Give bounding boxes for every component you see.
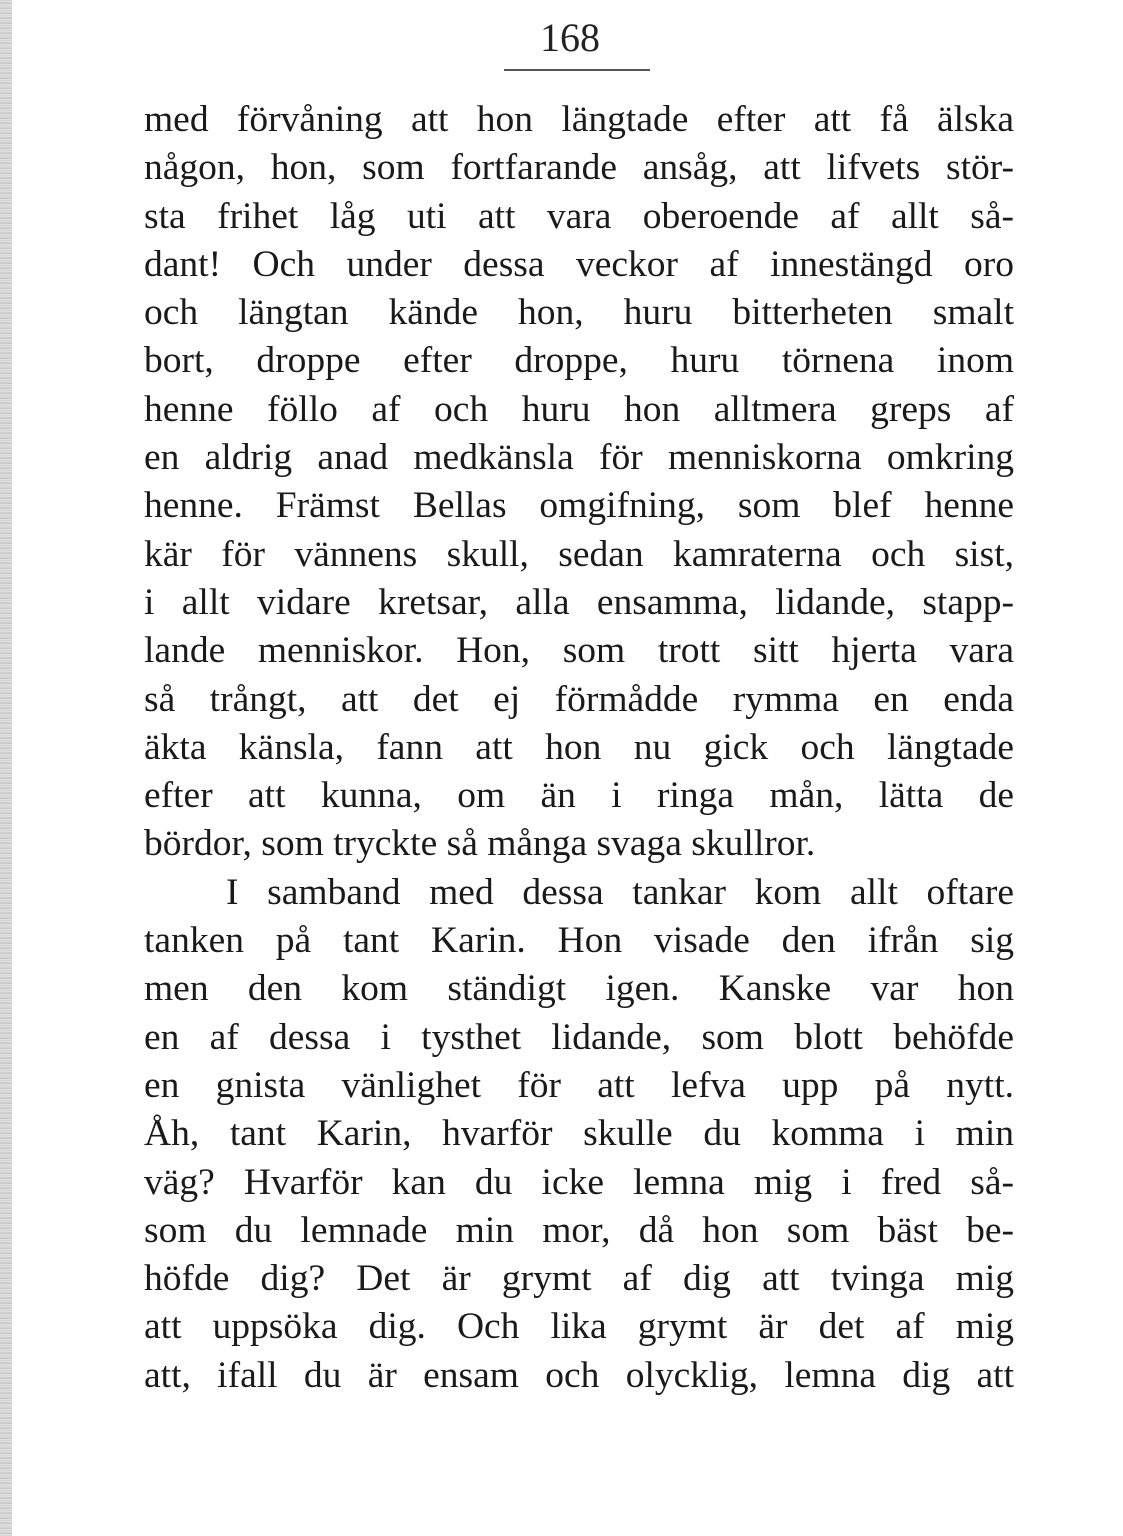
text-line: bort, droppe efter droppe, huru törnena inom	[144, 340, 1014, 382]
text-line: henne. Främst Bellas omgifning, som blef henne	[144, 485, 1014, 527]
text-line: äkta känsla, fann att hon nu gick och längtade	[144, 726, 1014, 768]
text-line: tanken på tant Karin. Hon visade den ifrån sig	[144, 920, 1014, 962]
text-line: höfde dig? Det är grymt af dig att tvinga mig	[144, 1258, 1014, 1300]
text-line: med förvåning att hon längtade efter att få älska	[144, 99, 1014, 140]
text-line: och längtan kände hon, huru bitterheten smalt	[144, 292, 1014, 334]
text-line-paragraph-start: I samband med dessa tankar kom allt oftare	[226, 871, 1014, 913]
text-line: en gnista vänlighet för att lefva upp på nytt.	[144, 1064, 1014, 1106]
text-line: efter att kunna, om än i ringa mån, lätta de	[144, 775, 1014, 817]
body-text	[144, 96, 1014, 1400]
page-number: 168	[540, 15, 600, 60]
text-line: Åh, tant Karin, hvarför skulle du komma i min	[144, 1113, 1014, 1155]
page-edge-scan-artifact	[0, 0, 12, 1536]
text-line: kär för vännens skull, sedan kamraterna och sist,	[144, 533, 1014, 575]
text-line: väg? Hvarför kan du icke lemna mig i fred så-	[144, 1161, 1014, 1203]
text-line: så trångt, att det ej förmådde rymma en enda	[144, 678, 1014, 720]
text-line: lande menniskor. Hon, som trott sitt hjerta vara	[144, 630, 1014, 672]
text-line: henne föllo af och huru hon alltmera greps af	[144, 388, 1014, 430]
text-line: i allt vidare kretsar, alla ensamma, lidande, stapp-	[144, 581, 1014, 623]
text-line: dant! Och under dessa veckor af innestängd oro	[144, 243, 1014, 285]
text-line: en aldrig anad medkänsla för menniskorna omkring	[144, 437, 1014, 479]
page-number-rule	[504, 69, 650, 71]
text-line: att uppsöka dig. Och lika grymt är det af mig	[144, 1306, 1014, 1348]
text-line: att, ifall du är ensam och olycklig, lemna dig att	[144, 1354, 1014, 1396]
text-line: som du lemnade min mor, då hon som bäst be-	[144, 1209, 1014, 1251]
text-line: men den kom ständigt igen. Kanske var hon	[144, 968, 1014, 1010]
text-line: sta frihet låg uti att vara oberoende af allt så-	[144, 195, 1014, 237]
text-line: någon, hon, som fortfarande ansåg, att lifvets stör-	[144, 147, 1014, 189]
text-line: en af dessa i tysthet lidande, som blott behöfde	[144, 1016, 1014, 1058]
text-line-paragraph-end: bördor, som tryckte så många svaga skullror.	[144, 823, 816, 865]
